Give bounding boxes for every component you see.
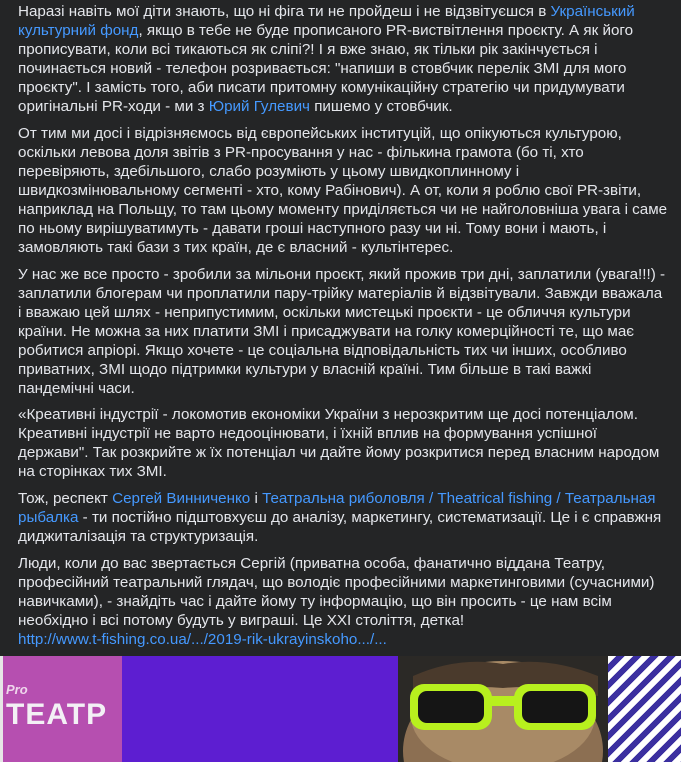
post-text: У нас же все просто - зробили за мільони проєкт, який прожив три дні, заплатили (увага!!!) - заплатили блогерам чи проплатили пару-трійку матеріалів й відзвітували. Завжди вважала і вважаю цей шлях - неприпустимим, оскільки мистецькі проєкти - це обличчя культури країни. Не можна за них платити ЗМІ і присаджувати на голку комерційності те, що має робитися апріорі. Якщо хочете - це соціальна відповідальність тих чи інших, особливо приватних, ЗМІ щодо підтримки культури у власній країні. Тим більше в такі важкі пандемічні часи.: [18, 266, 666, 397]
post-paragraph-6: [18, 554, 668, 649]
face-illustration: [398, 656, 608, 762]
sunglasses-face-image[interactable]: [398, 656, 608, 762]
post-text: От тим ми досі і відрізняємось від європейських інституцій, що опікуються культурою, оскільки левова доля звітів з PR-просування у нас - фількина грамота (бо ті, хто перевіряють, здебільшого, слабо розуміють у цьому швидкоплинному і швидкозмінювальному сегменті - хто, кому Рабінович). А от, коли я роблю свої PR-звіти, наприклад на Польщу, то там цьому моменту приділяється чи не найголовніша увага і саме по ньому вирішуватимуть - давати гроші наступного разу чи ні. Тому вони і мають, і замовляють такі бази з тих країн, де є власний - культінтерес.: [18, 125, 668, 256]
post-text: Люди, коли до вас звертається Сергій (приватна особа, фанатично віддана Театру, професійний театральний глядач, що володіє професійними маркетинговими (сучасними) навичками), - знайдіть час і дайте йому ту інформацію, що він просить - це нам всім необхідно і всі потому будуть у виграші. Це ХХІ століття, детка!: [18, 555, 655, 629]
post-text: пишемо у стовбчик.: [309, 98, 453, 115]
post-text: Наразі навіть мої діти знають, що ні фіга ти не пройдеш і не відзвітуєшся в: [18, 3, 551, 20]
post-paragraph-3: [18, 265, 668, 398]
purple-image[interactable]: [122, 656, 398, 762]
post-link[interactable]: Український культурний фонд: [18, 3, 635, 39]
post-text: , якщо в тебе не буде прописаного PR-виствітлення проєкту. А як його прописувати, коли всі тикаються як сліпі?! І я вже знаю, як тільки рік закінчується і починається новий - телефон розривається: "напиши в стовбчик перелік ЗМІ для мого проєкту". І замість того, аби писати притомну комунікаційну стратегію чи придумувати оригінальні PR-ходи - ми з: [18, 22, 634, 115]
logo-pro-text: Pro: [6, 682, 28, 697]
post-link[interactable]: Сергей Винниченко: [112, 490, 251, 507]
post-link[interactable]: Театральна риболовля / Theatrical fishing / Театральная рыбалка: [18, 490, 656, 526]
image-border: [0, 656, 3, 762]
post-text: і: [250, 490, 263, 507]
striped-image[interactable]: [608, 656, 681, 762]
post-paragraph-4: [18, 405, 668, 481]
post-paragraph-1: [18, 2, 668, 116]
post-text: - ти постійно підштовхуєш до аналізу, маркетингу, систематизації. Це і є справжня диджиталізація та структуризація.: [18, 509, 662, 545]
post-text: «Креативні індустрії - локомотив економіки України з нерозкритим ще досі потенціалом. Креативні індустрії не варто недооцінювати, і їхній вплив на формування успішної держави". Так розкрийте ж їх потенціал чи дайте йому розкритися перед власним народом на сторінках тих ЗМІ.: [18, 406, 660, 480]
post-paragraph-5: [18, 489, 668, 546]
post-link[interactable]: Юрий Гулевич: [208, 98, 310, 115]
protatr-logo-image[interactable]: [0, 656, 122, 762]
post-link[interactable]: http://www.t-fishing.co.ua/.../2019-rik-ukrayinskoho.../...: [18, 631, 387, 648]
post-paragraph-2: [18, 124, 668, 257]
logo-teatr-text: TEATP: [6, 698, 108, 731]
post-text: Тож, респект: [18, 490, 113, 507]
post-image-strip[interactable]: [0, 656, 681, 762]
